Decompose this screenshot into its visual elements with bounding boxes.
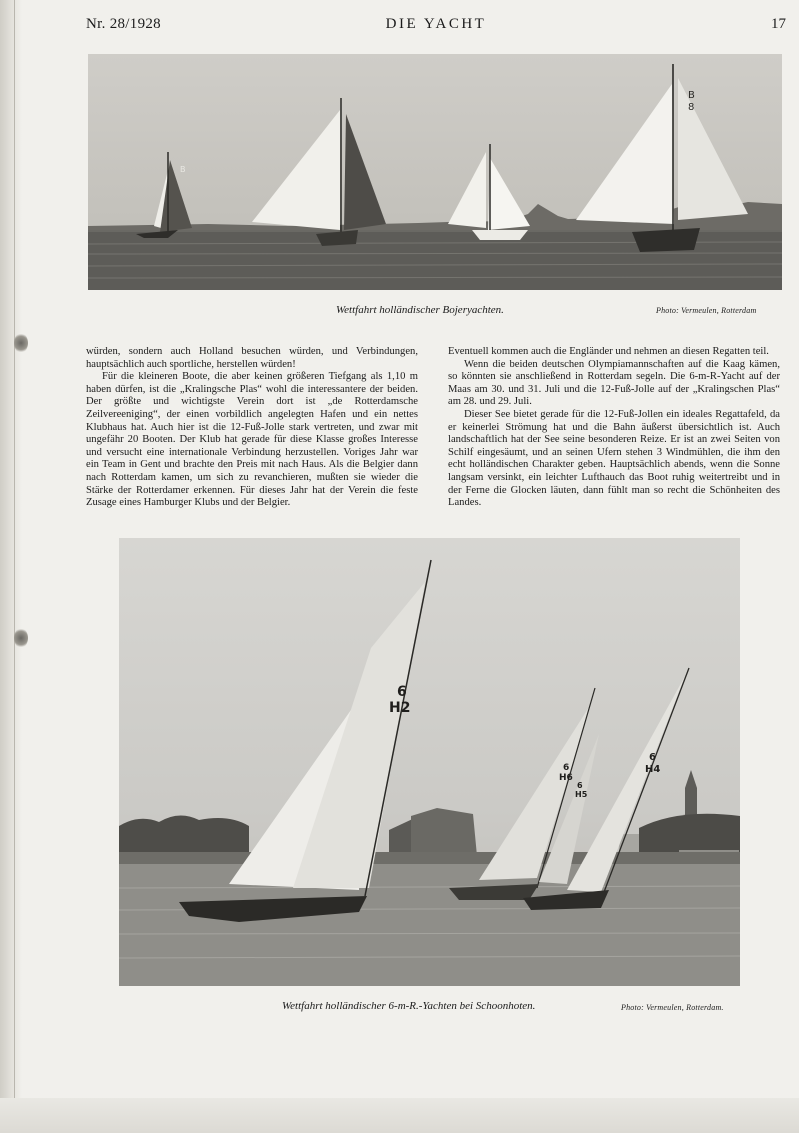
figure-caption: Wettfahrt holländischer Bojeryachten. bbox=[336, 304, 504, 316]
paragraph: Wenn die beiden deutschen Olympiamannschaften auf die Kaag kämen, so könnten sie anschließend in Rotterdam segeln. Die 6-m-R-Yacht auf der Maas am 30. und 31. Juli und die 12-Fuß-Jolle auf der „Kralingschen Plas“ am 28. und 29. Juli. bbox=[448, 358, 780, 408]
paragraph: Dieser See bietet gerade für die 12-Fuß-Jollen ein ideales Regattafeld, da er keinerlei Strömung hat und die Bahn äußerst übersichtlich ist. Auch landschaftlich hat der See seine besonderen Reize. Er ist an zwei Seiten von Schilf eingesäumt, und an seinen Ufern stehen 3 Windmühlen, die ihm den echt holländischen Charakter geben. Hauptsächlich abends, wenn die Sonne langsam versinkt, ein leichter Lufthauch das Boot ruhig weitertreibt und in der Ferne die Glocken läuten, dann fühlt man so recht die Schönheiten des Landes. bbox=[448, 408, 780, 509]
punch-hole bbox=[14, 333, 28, 353]
sail-number: 6 bbox=[577, 781, 583, 790]
sail-number: H6 bbox=[559, 773, 573, 783]
paragraph: Eventuell kommen auch die Engländer und nehmen an diesen Regatten teil. bbox=[448, 346, 769, 357]
page-binding-edge bbox=[0, 0, 22, 1133]
photo-6mr-yachts bbox=[119, 538, 740, 986]
text-column-left bbox=[86, 346, 418, 510]
sail-number: 6 bbox=[397, 684, 407, 700]
sail-number: H5 bbox=[575, 790, 588, 799]
text-column-right bbox=[448, 346, 780, 510]
bojer-yachts-illustration bbox=[88, 54, 782, 290]
photo-credit: Photo: Vermeulen, Rotterdam. bbox=[621, 1003, 724, 1012]
paragraph: Für die kleineren Boote, die aber keinen größeren Tiefgang als 1,10 m haben dürfen, ist die „Kralingsche Plas“ wohl die interessantere der beiden. Der größte und wichtigste Verein dort ist „de Rotterdamsche Zeilvereeniging“, der einen vorbildlich angelegten Hafen und ein nettes Klubhaus hat. Auch hier ist die 12-Fuß-Jolle stark vertreten, und zwar mit ungefähr 20 Booten. Der Klub hat gerade für diese Klasse großes Interesse und versucht eine internationale Verbindung herzustellen. Voriges Jahr war ein Team in Gent und brachte den Preis mit nach Haus. Als die Belgier dann nach Rotterdam kamen, um sich zu revanchieren, mußten sie wieder die Stärke der Rotterdamer erkennen. Für dieses Jahr hat der Verein die feste Zusage eines Hamburger Klubs und der Belgier. bbox=[86, 371, 418, 509]
journal-title: DIE YACHT bbox=[385, 16, 487, 32]
paragraph: würden, sondern auch Holland besuchen würden, und Verbindungen, hauptsächlich auch sportliche, herstellen würden! bbox=[86, 346, 418, 370]
sail-number: 6 bbox=[649, 752, 656, 763]
sail-number: B bbox=[180, 165, 186, 174]
sail-number: H2 bbox=[389, 700, 411, 716]
running-header bbox=[86, 16, 786, 38]
punch-hole bbox=[14, 628, 28, 648]
figure-caption: Wettfahrt holländischer 6-m-R.-Yachten bei Schoonhoten. bbox=[282, 1000, 536, 1012]
six-metre-yachts-illustration bbox=[119, 538, 740, 986]
sail-number: 6 bbox=[563, 763, 570, 773]
page-bottom-margin bbox=[0, 1098, 799, 1133]
photo-bojer-yachts bbox=[88, 54, 782, 290]
issue-number: Nr. 28/1928 bbox=[86, 16, 161, 32]
page-number: 17 bbox=[771, 16, 786, 32]
page-fold-line bbox=[14, 0, 15, 1133]
photo-credit: Photo: Vermeulen, Rotterdam bbox=[656, 306, 757, 315]
sail-number: H4 bbox=[645, 764, 661, 775]
sail-number: 8 bbox=[688, 102, 695, 113]
sail-number: B bbox=[688, 90, 695, 101]
